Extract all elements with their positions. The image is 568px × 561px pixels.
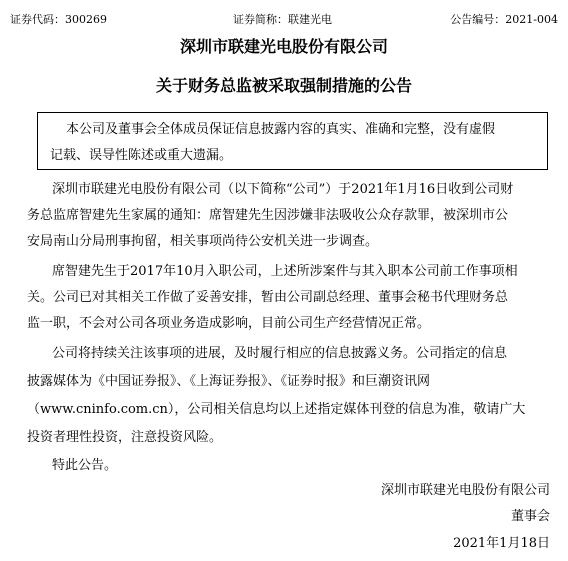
signature-company: 深圳市联建光电股份有限公司 — [380, 483, 550, 498]
announcement-subject: 关于财务总监被采取强制措施的公告 — [155, 76, 412, 95]
stock-abbreviation: 证券简称：联建光电 — [233, 13, 332, 26]
closing-line: 特此公告。 — [52, 458, 118, 473]
paragraph-line: 安局南山分局刑事拘留，相关事项尚待公安机关进一步调查。 — [27, 234, 379, 249]
paragraph-line: 监一职，不会对公司各项业务造成影响，目前公司生产经营情况正常。 — [27, 316, 431, 331]
signature-date: 2021年1月18日 — [453, 536, 550, 551]
signature-board: 董事会 — [510, 509, 550, 524]
paragraph-line: 公司将持续关注该事项的进展，及时履行相应的信息披露义务。公司指定的信息 — [52, 346, 508, 361]
paragraph-line: 深圳市联建光电股份有限公司（以下简称“公司”）于2021年1月16日收到公司财 — [52, 182, 514, 197]
paragraph-line: 披露媒体为《中国证券报》、《上海证券报》、《证券时报》和巨潮资讯网 — [27, 374, 431, 389]
document-header — [10, 12, 558, 28]
announcement-number: 公告编号：2021-004 — [450, 13, 558, 26]
notice-line: 本公司及董事会全体成员保证信息披露内容的真实、准确和完整，没有虚假 — [66, 122, 496, 137]
stock-code: 证券代码：300269 — [10, 13, 107, 26]
paragraph-line: 席智建先生于2017年10月入职公司，上述所涉案件与其入职本公司前工作事项相 — [52, 264, 518, 279]
paragraph-line: 关。公司已对其相关工作做了妥善安排，暂由公司副总经理、董事会秘书代理财务总 — [27, 290, 509, 305]
disclosure-notice-box — [37, 112, 548, 170]
paragraph-line: 务总监席智建先生家属的通知：席智建先生因涉嫌非法吸收公众存款罪，被深圳市公 — [27, 208, 509, 223]
paragraph-line: （www.cninfo.com.cn），公司相关信息均以上述指定媒体刊登的信息为准，敬请广大 — [27, 402, 526, 417]
paragraph-line: 投资者理性投资，注意投资风险。 — [27, 430, 223, 445]
notice-line: 记载、误导性陈述或重大遗漏。 — [50, 148, 233, 163]
company-title: 深圳市联建光电股份有限公司 — [179, 37, 388, 56]
